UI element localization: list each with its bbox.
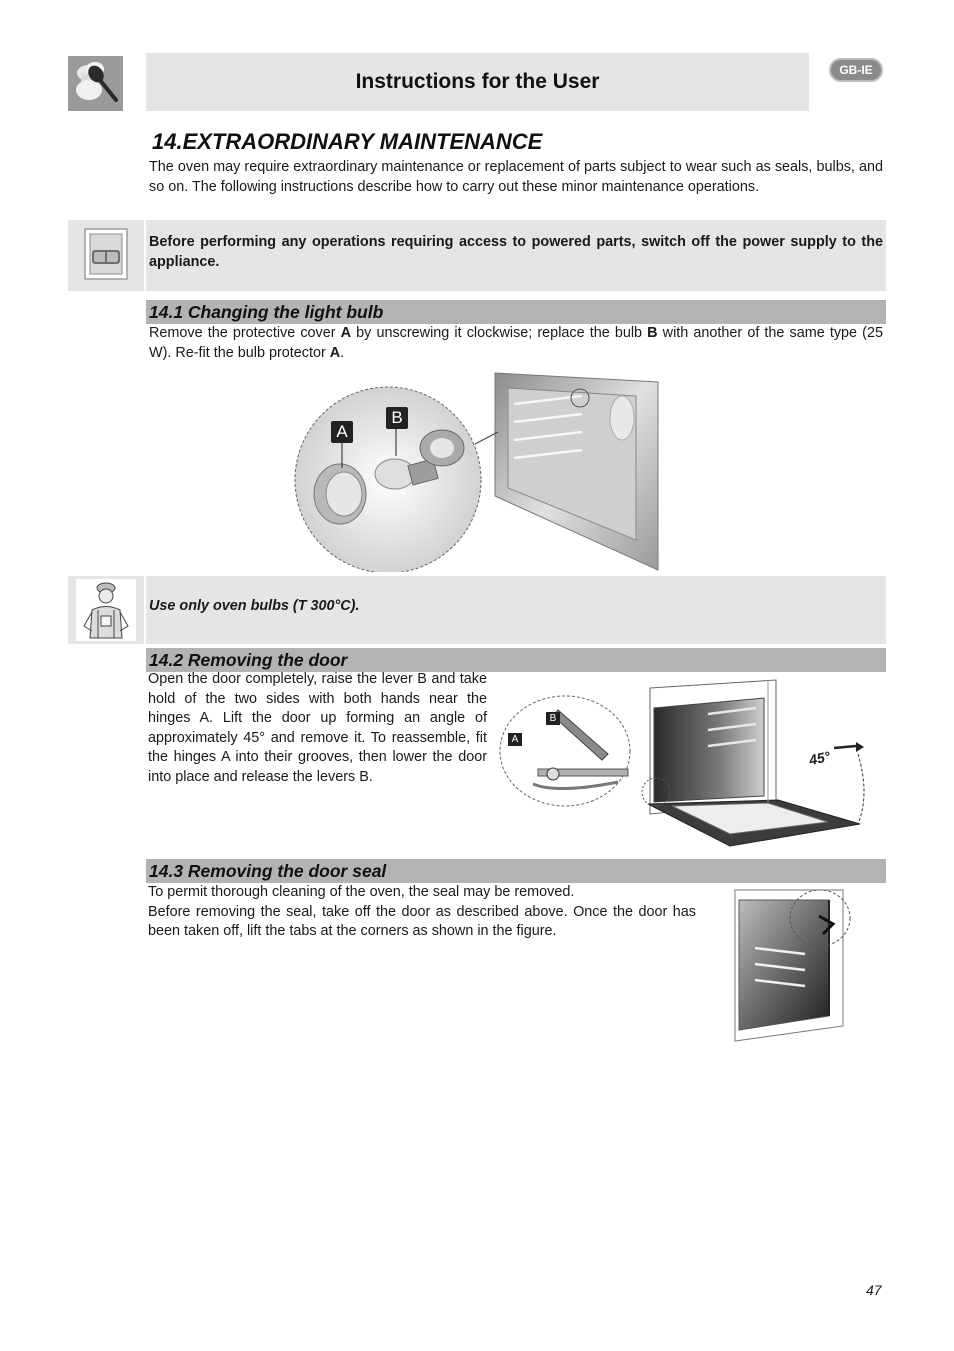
technician-icon xyxy=(68,576,144,644)
bulb-paragraph xyxy=(149,324,883,363)
bulb-text-2: by unscrewing it clockwise; replace the bulb xyxy=(351,325,648,341)
section-heading-seal: 14.3 Removing the door seal xyxy=(146,859,886,883)
figure-label-b: B xyxy=(386,407,408,429)
bulb-label-a2: A xyxy=(329,344,341,361)
spoon-chef-hat-icon xyxy=(68,56,123,111)
language-badge: GB-IE xyxy=(829,58,883,82)
door-label-a: A xyxy=(508,733,522,746)
seal-paragraph xyxy=(148,883,696,942)
intro-paragraph: The oven may require extraordinary maintenance or replacement of parts subject to wear such as seals, bulbs, and so on. The following instructions describe how to carry out these minor maintenance operations. xyxy=(149,159,883,195)
section-heading-bulb: 14.1 Changing the light bulb xyxy=(146,300,886,324)
bulb-text-4: . xyxy=(340,344,345,361)
bulb-note xyxy=(146,576,886,644)
seal-line-1: To permit thorough cleaning of the oven, the seal may be removed. xyxy=(148,884,575,900)
bulb-label-a: A xyxy=(340,325,352,341)
door-label-b: B xyxy=(546,712,560,725)
seal-figure xyxy=(733,886,855,1044)
power-switch-icon xyxy=(68,220,144,291)
bulb-label-b: B xyxy=(647,325,658,341)
section-heading-door: 14.2 Removing the door xyxy=(146,648,886,672)
warning-icon-box xyxy=(68,220,144,291)
door-figure xyxy=(498,674,883,856)
bulb-figure xyxy=(292,370,662,572)
bulb-note-text: Use only oven bulbs (T 300°C). xyxy=(149,598,360,614)
figure-label-a: A xyxy=(331,421,353,443)
bulb-text-1: Remove the protective cover xyxy=(149,325,341,341)
page-number: 47 xyxy=(866,1282,882,1298)
warning-note xyxy=(146,220,886,291)
page-title: 14.EXTRAORDINARY MAINTENANCE xyxy=(152,129,543,154)
angle-label: 45° xyxy=(807,747,832,769)
seal-line-2: Before removing the seal, take off the door as described above. Once the door has been taken off, lift the tabs at the corners as shown in the figure. xyxy=(148,903,696,940)
brand-logo xyxy=(68,56,123,111)
bulb-note-icon-box xyxy=(68,576,144,644)
bulb-text-3: with another of the same type (25 W). Re-fit the bulb protector xyxy=(149,325,883,361)
header-title: Instructions for the User xyxy=(355,70,600,93)
warning-text: Before performing any operations requiring access to powered parts, switch off the power supply to the appliance. xyxy=(149,234,883,270)
door-paragraph: Open the door completely, raise the lever B and take hold of the two sides with both hands near the hinges A. Lift the door up forming an angle of approximately 45° and remove it. To reassemble, fit the hinges A into their grooves, then lower the door into place and release the levers B. xyxy=(148,671,487,785)
header-bar xyxy=(146,53,809,111)
